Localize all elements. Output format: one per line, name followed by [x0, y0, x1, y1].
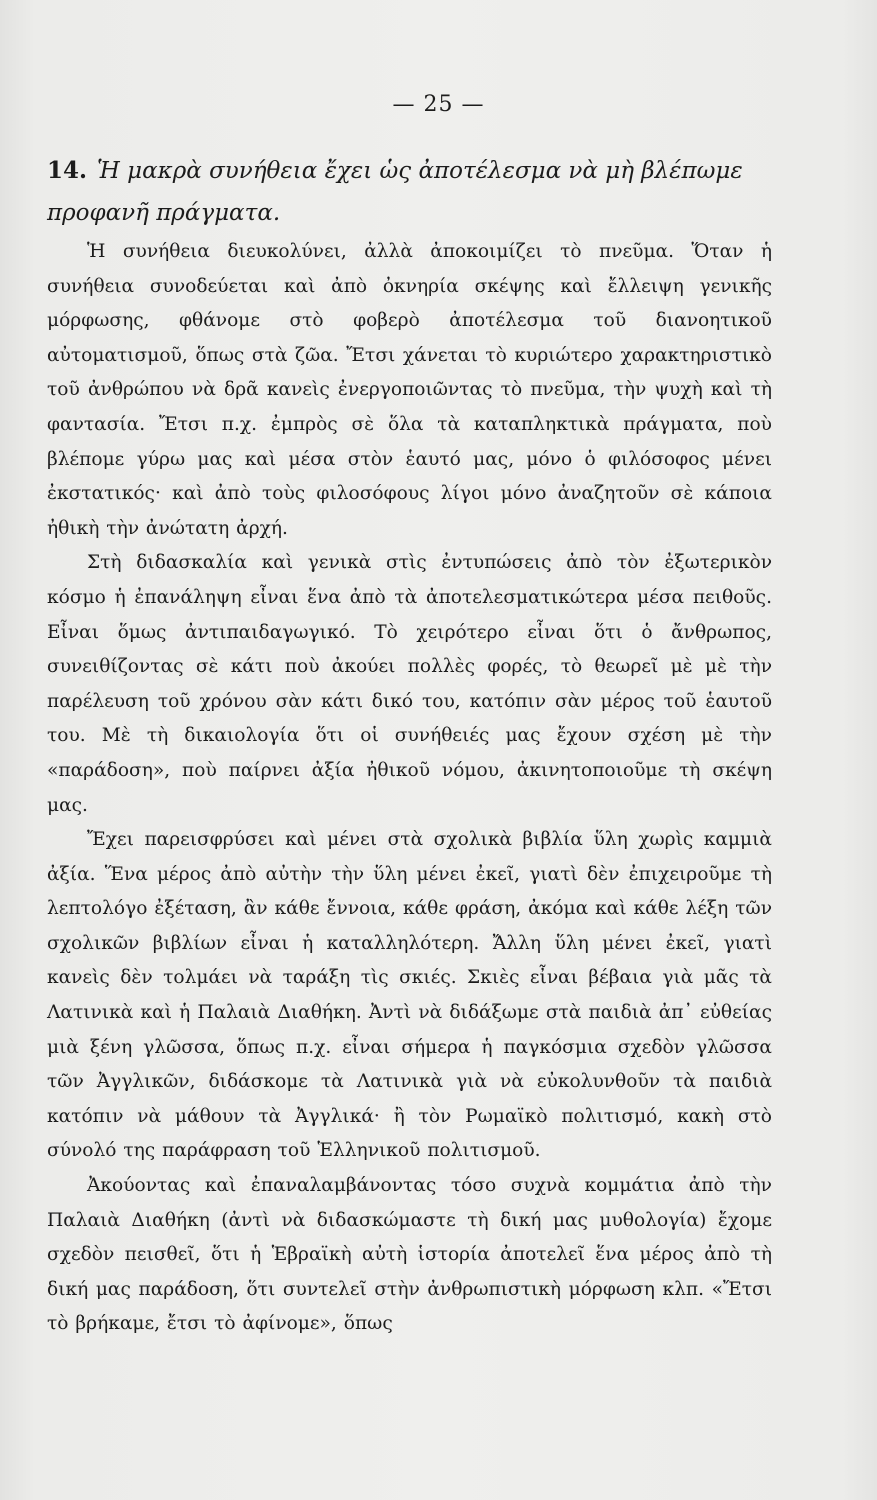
body-text [47, 235, 772, 1342]
paragraph-2: Στὴ διδασκαλία καὶ γενικὰ στὶς ἐντυπώσεις ἀπὸ τὸν ἐξωτερικὸν κόσμο ἡ ἐπανάληψη εἶναι ἕνα ἀπὸ τὰ ἀποτελεσματικώτερα μέσα πειθοῦς. Εἶναι ὅμως ἀντιπαιδαγωγικό. Τὸ χειρότερο εἶναι ὅτι ὁ ἄνθρωπος, συνειθίζοντας σὲ κάτι ποὺ ἀκούει πολλὲς φορές, τὸ θεωρεῖ μὲ μὲ τὴν παρέλευση τοῦ χρόνου σὰν κάτι δικό του, κατόπιν σὰν μέρος τοῦ ἑαυτοῦ του. Μὲ τὴ δικαιολογία ὅτι οἱ συνήθειές μας ἔχουν σχέση μὲ τὴν «παράδοση», ποὺ παίρνει ἀξία ἠθικοῦ νόμου, ἀκινητοποιοῦμε τὴ σκέψη μας. [47, 552, 772, 816]
paragraph-4: Ἀκούοντας καὶ ἐπαναλαμβάνοντας τόσο συχνὰ κομμάτια ἀπὸ τὴν Παλαιὰ Διαθήκη (ἀντὶ νὰ διδασκώμαστε τὴ δική μας μυθολογία) ἔχομε σχεδὸν πεισθεῖ, ὅτι ἡ Ἑβραϊκὴ αὐτὴ ἱστορία ἀποτελεῖ ἕνα μέρος ἀπὸ τὴ δική μας παράδοση, ὅτι συντελεῖ στὴν ἀνθρωπιστικὴ μόρφωση κλπ. «Ἔτσι τὸ βρήκαμε, ἔτσι τὸ ἀφίνομε», ὅπως [47, 1175, 772, 1335]
paragraph-1: Ἡ συνήθεια διευκολύνει, ἀλλὰ ἀποκοιμίζει τὸ πνεῦμα. Ὅταν ἡ συνήθεια συνοδεύεται καὶ ἀπὸ ὀκνηρία σκέψης καὶ ἔλλειψη γενικῆς μόρφωσης, φθάνομε στὸ φοβερὸ ἀποτέλεσμα τοῦ διανοητικοῦ αὐτοματισμοῦ, ὅπως στὰ ζῶα. Ἔτσι χάνεται τὸ κυριώτερο χαρακτηριστικὸ τοῦ ἀνθρώπου νὰ δρᾶ κανεὶς ἐνεργοποιῶντας τὸ πνεῦμα, τὴν ψυχὴ καὶ τὴ φαντασία. Ἔτσι π.χ. ἐμπρὸς σὲ ὅλα τὰ καταπληκτικὰ πράγματα, ποὺ βλέπομε γύρω μας καὶ μέσα στὸν ἑαυτό μας, μόνο ὁ φιλόσοφος μένει ἐκστατικός· καὶ ἀπὸ τοὺς φιλοσόφους λίγοι μόνο ἀναζητοῦν σὲ κάποια ἠθικὴ τὴν ἀνώτατη ἀρχή. [47, 241, 772, 539]
section-title: Ἡ μακρὰ συνήθεια ἔχει ὡς ἀποτέλεσμα νὰ μὴ βλέπωμε προφανῆ πράγματα. [47, 158, 743, 226]
section-heading [47, 150, 772, 234]
section-number: 14. [47, 157, 88, 184]
paragraph-3: Ἔχει παρεισφρύσει καὶ μένει στὰ σχολικὰ βιβλία ὕλη χωρὶς καμμιὰ ἀξία. Ἕνα μέρος ἀπὸ αὐτὴν τὴν ὕλη μένει ἐκεῖ, γιατὶ δὲν ἐπιχειροῦμε τὴ λεπτολόγο ἐξέταση, ἂν κάθε ἔννοια, κάθε φράση, ἀκόμα καὶ κάθε λέξη τῶν σχολικῶν βιβλίων εἶναι ἡ καταλληλότερη. Ἄλλη ὕλη μένει ἐκεῖ, γιατὶ κανεὶς δὲν τολμάει νὰ ταράξη τὶς σκιές. Σκιὲς εἶναι βέβαια γιὰ μᾶς τὰ Λατινικὰ καὶ ἡ Παλαιὰ Διαθήκη. Ἀντὶ νὰ διδάξωμε στὰ παιδιὰ ἀπ᾽ εὐθείας μιὰ ξένη γλῶσσα, ὅπως π.χ. εἶναι σήμερα ἡ παγκόσμια σχεδὸν γλῶσσα τῶν Ἀγγλικῶν, διδάσκομε τὰ Λατινικὰ γιὰ νὰ εὐκολυνθοῦν τὰ παιδιὰ κατόπιν νὰ μάθουν τὰ Ἀγγλικά· ἢ τὸν Ρωμαϊκὸ πολιτισμό, κακὴ στὸ σύνολό της παράφραση τοῦ Ἑλληνικοῦ πολιτισμοῦ. [47, 829, 772, 1162]
page-number: — 25 — [392, 92, 485, 117]
